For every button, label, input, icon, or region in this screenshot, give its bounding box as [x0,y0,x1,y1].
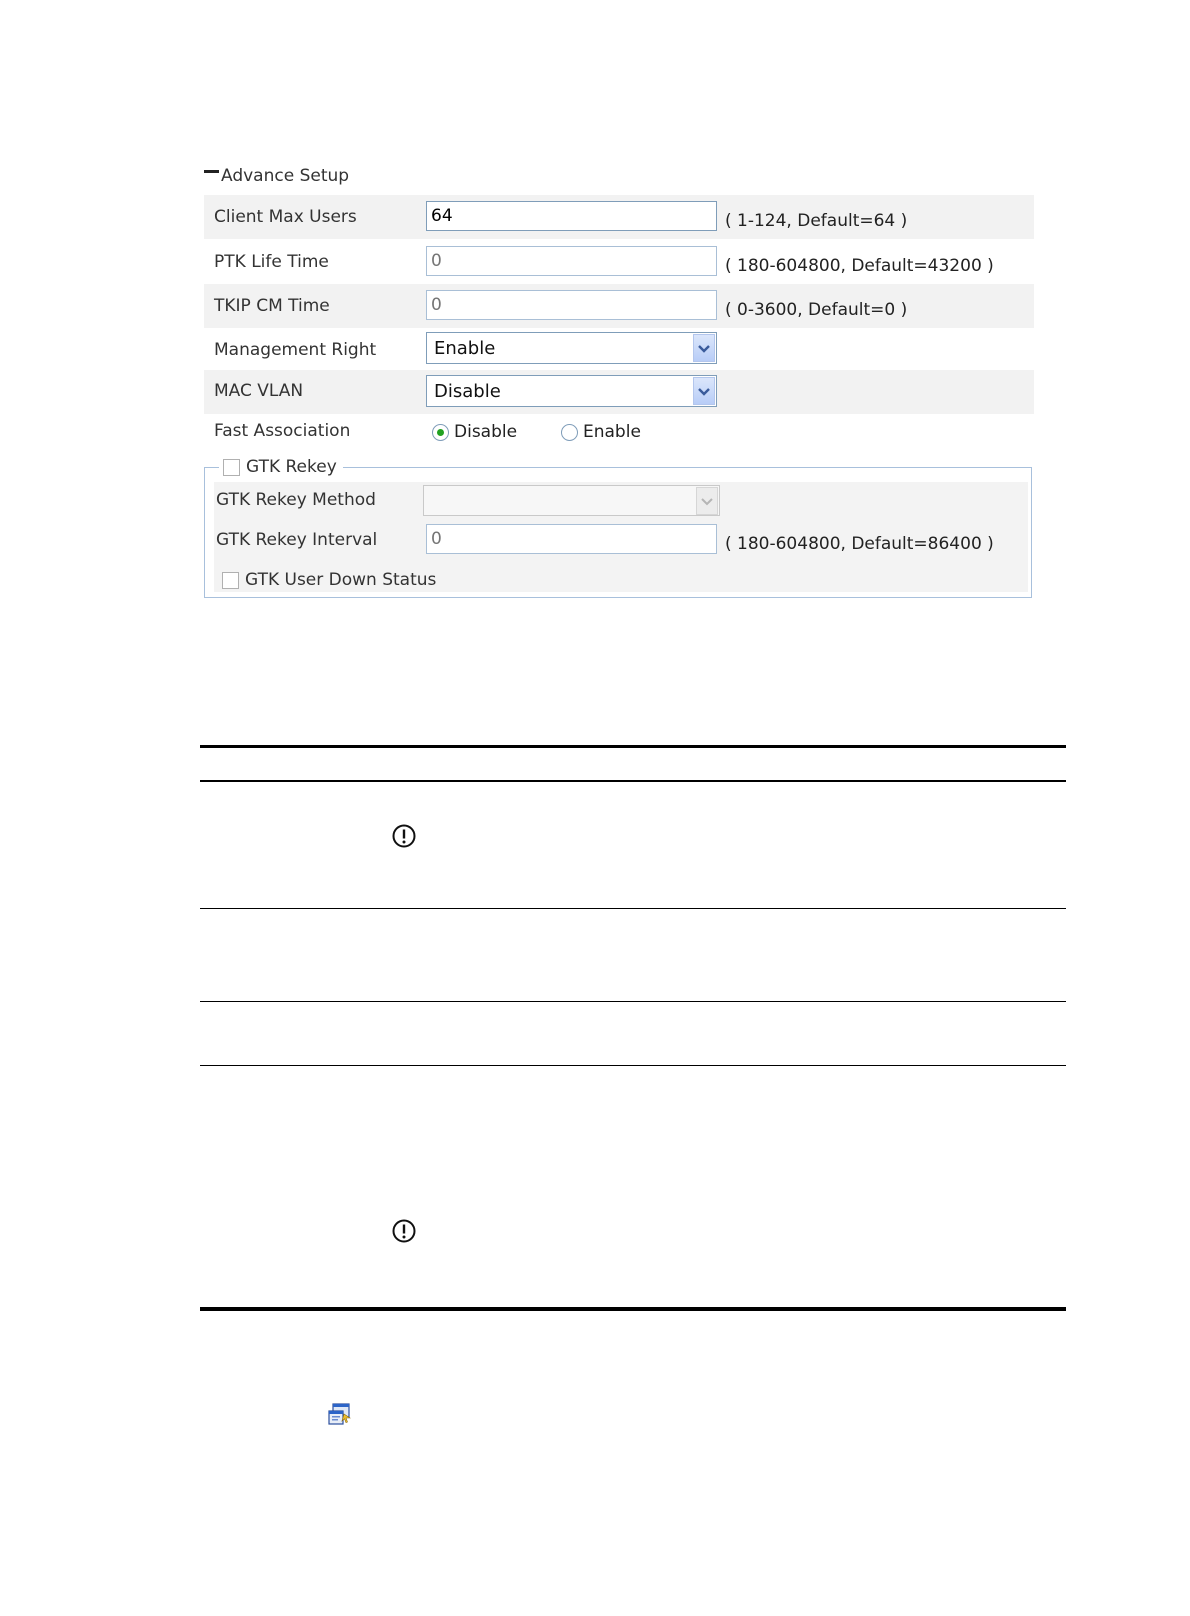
gtk-rekey-method-label: GTK Rekey Method [216,490,376,510]
ptk-life-time-input[interactable] [426,246,717,276]
chevron-down-icon[interactable] [696,487,718,515]
gtk-rekey-interval-hint: ( 180-604800, Default=86400 ) [725,534,994,554]
client-max-users-label: Client Max Users [214,207,357,227]
collapse-icon[interactable] [204,170,219,173]
important-icon [392,1219,416,1247]
management-right-row [204,328,1034,372]
table-header-rule [200,780,1066,782]
management-right-label: Management Right [214,340,377,360]
radio-selected-icon[interactable] [432,424,449,441]
fast-association-disable-label: Disable [454,422,518,442]
table-row-rule [200,1001,1066,1002]
gtk-rekey-interval-label: GTK Rekey Interval [216,530,378,550]
important-icon [392,824,416,852]
table-top-rule [200,745,1066,748]
ptk-life-time-row [204,240,1034,284]
gtk-rekey-legend-label: GTK Rekey [246,457,337,477]
mac-vlan-select[interactable] [426,375,717,407]
management-right-select[interactable] [426,332,717,364]
gtk-rekey-checkbox[interactable] [223,459,240,476]
app-window-icon [328,1402,352,1426]
radio-unselected-icon[interactable] [561,424,578,441]
ptk-life-time-label: PTK Life Time [214,252,329,272]
table-row-rule [200,908,1066,909]
table-row-rule [200,1065,1066,1066]
gtk-rekey-method-select[interactable] [423,485,720,516]
gtk-user-down-status-label: GTK User Down Status [245,570,437,590]
mac-vlan-row [204,370,1034,414]
client-max-users-input[interactable] [426,201,717,231]
tkip-cm-time-label: TKIP CM Time [214,296,330,316]
table-bottom-rule [200,1307,1066,1311]
fast-association-enable-option[interactable] [561,422,641,442]
mac-vlan-label: MAC VLAN [214,381,304,401]
gtk-rekey-interval-input[interactable] [426,524,717,554]
gtk-user-down-status-option[interactable] [222,570,436,590]
gtk-rekey-legend[interactable] [219,457,343,477]
tkip-cm-time-hint: ( 0-3600, Default=0 ) [725,300,908,320]
ptk-life-time-hint: ( 180-604800, Default=43200 ) [725,256,994,276]
management-right-value: Enable [434,338,496,359]
fast-association-row [204,412,1034,456]
fast-association-enable-label: Enable [583,422,641,442]
tkip-cm-time-input[interactable] [426,290,717,320]
fast-association-label: Fast Association [214,421,351,441]
tkip-cm-time-row [204,284,1034,328]
client-max-users-hint: ( 1-124, Default=64 ) [725,211,908,231]
mac-vlan-value: Disable [434,381,501,402]
fast-association-disable-option[interactable] [432,422,517,442]
advance-setup-title: Advance Setup [221,166,350,186]
chevron-down-icon[interactable] [693,334,715,362]
client-max-users-row [204,195,1034,239]
chevron-down-icon[interactable] [693,377,715,405]
advance-setup-header[interactable] [204,166,349,186]
gtk-user-down-status-checkbox[interactable] [222,572,239,589]
